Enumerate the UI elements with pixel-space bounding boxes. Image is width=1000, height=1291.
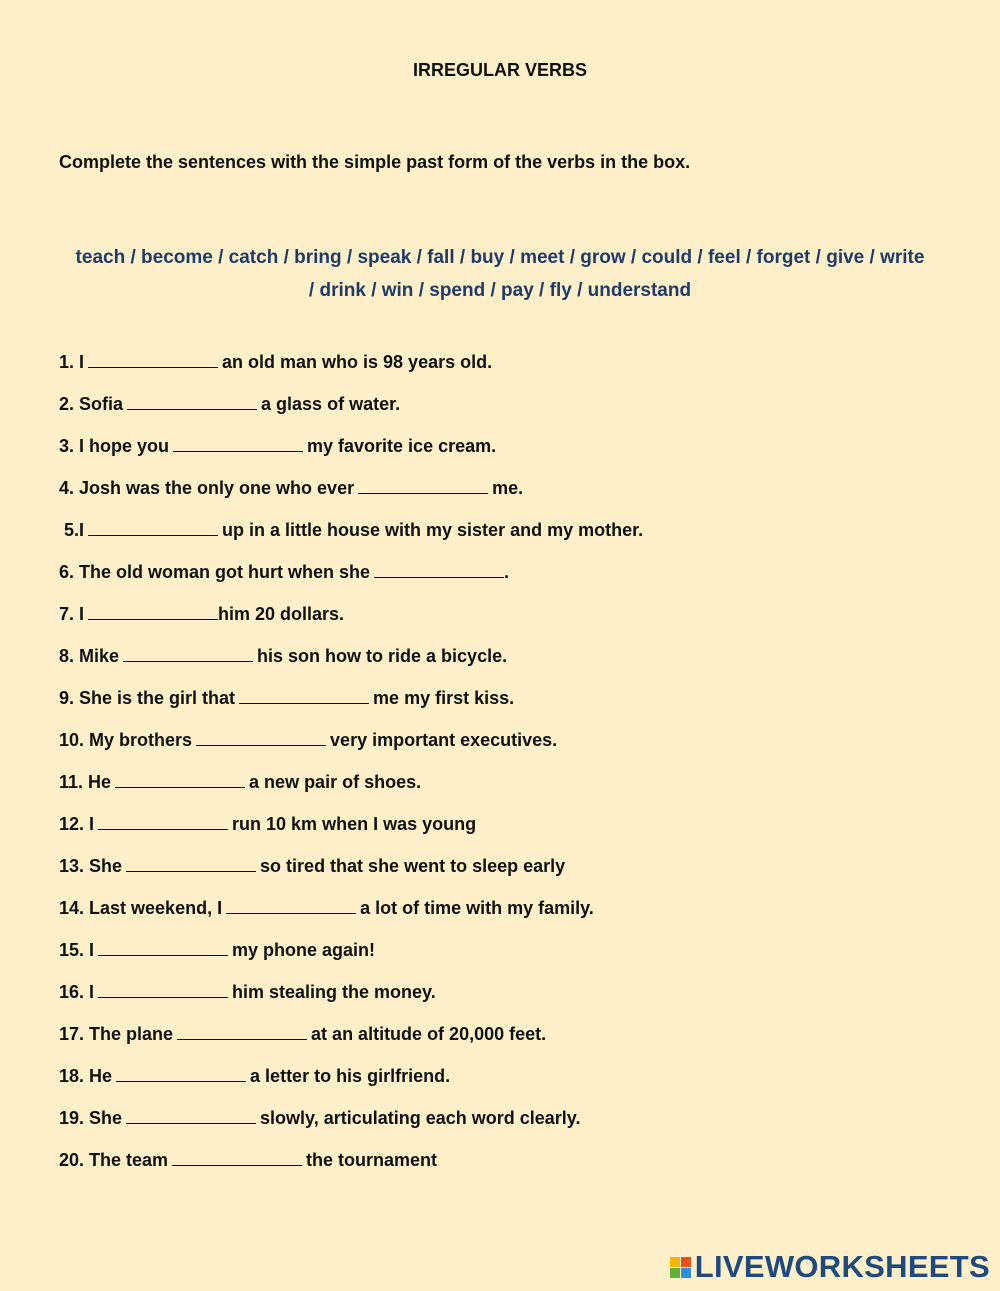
sentence-suffix: a glass of water. [261,394,401,414]
answer-blank-13[interactable] [126,854,256,872]
answer-blank-2[interactable] [127,392,257,410]
sentence-suffix: the tournament [306,1150,438,1170]
sentence-prefix: 9. She is the girl that [59,688,236,708]
sentence-7 [59,602,643,644]
logo-mark-icon [670,1257,691,1278]
sentence-suffix: so tired that she went to sleep early [260,856,566,876]
sentence-suffix: my phone again! [232,940,376,960]
answer-blank-5[interactable] [88,518,218,536]
answer-blank-17[interactable] [177,1022,307,1040]
sentence-list [59,350,643,1190]
sentence-prefix: 13. She [59,856,123,876]
sentence-prefix: 17. The plane [59,1024,174,1044]
sentence-suffix: at an altitude of 20,000 feet. [311,1024,547,1044]
sentence-suffix: his son how to ride a bicycle. [257,646,508,666]
answer-blank-18[interactable] [116,1064,246,1082]
sentence-suffix: my favorite ice cream. [307,436,497,456]
answer-blank-8[interactable] [123,644,253,662]
sentence-4 [59,476,643,518]
sentence-15 [59,938,643,980]
word-box-line-1: teach / become / catch / bring / speak / fall / buy / meet / grow / could / feel / forget / give / write [75,247,925,268]
logo-tile-icon [681,1257,691,1267]
sentence-prefix: 1. I [59,352,85,372]
sentence-3 [59,434,643,476]
liveworksheets-logo[interactable] [670,1249,990,1285]
sentence-18 [59,1064,643,1106]
answer-blank-16[interactable] [98,980,228,998]
sentence-prefix: 8. Mike [59,646,120,666]
sentence-suffix: me. [492,478,524,498]
answer-blank-4[interactable] [358,476,488,494]
instructions: Complete the sentences with the simple past form of the verbs in the box. [59,152,691,172]
sentence-13 [59,854,643,896]
answer-blank-9[interactable] [239,686,369,704]
word-box-line-2: / drink / win / spend / pay / fly / understand [308,280,692,301]
answer-blank-19[interactable] [126,1106,256,1124]
sentence-20 [59,1148,643,1190]
logo-tile-icon [670,1268,680,1278]
answer-blank-1[interactable] [88,350,218,368]
sentence-1 [59,350,643,392]
sentence-prefix: 4. Josh was the only one who ever [59,478,355,498]
logo-tile-icon [681,1268,691,1278]
sentence-prefix: 11. He [59,772,112,792]
sentence-suffix: very important executives. [330,730,558,750]
sentence-prefix: 5.I [59,520,85,540]
sentence-prefix: 2. Sofia [59,394,124,414]
answer-blank-20[interactable] [172,1148,302,1166]
sentence-8 [59,644,643,686]
sentence-suffix: a new pair of shoes. [249,772,422,792]
sentence-9 [59,686,643,728]
answer-blank-12[interactable] [98,812,228,830]
answer-blank-11[interactable] [115,770,245,788]
sentence-suffix: an old man who is 98 years old. [222,352,493,372]
sentence-2 [59,392,643,434]
sentence-suffix: run 10 km when I was young [232,814,477,834]
answer-blank-10[interactable] [196,728,326,746]
sentence-16 [59,980,643,1022]
sentence-prefix: 16. I [59,982,95,1002]
sentence-suffix: . [504,562,510,582]
sentence-12 [59,812,643,854]
sentence-suffix: a lot of time with my family. [360,898,594,918]
sentence-prefix: 20. The team [59,1150,169,1170]
sentence-prefix: 10. My brothers [59,730,193,750]
sentence-prefix: 18. He [59,1066,113,1086]
sentence-prefix: 6. The old woman got hurt when she [59,562,371,582]
answer-blank-6[interactable] [374,560,504,578]
sentence-suffix: me my first kiss. [373,688,515,708]
sentence-11 [59,770,643,812]
logo-tile-icon [670,1257,680,1267]
sentence-prefix: 19. She [59,1108,123,1128]
sentence-suffix: him stealing the money. [232,982,436,1002]
sentence-17 [59,1022,643,1064]
sentence-prefix: 3. I hope you [59,436,170,456]
sentence-5 [59,518,643,560]
sentence-19 [59,1106,643,1148]
logo-text: LIVEWORKSHEETS [694,1249,990,1284]
page-title: IRREGULAR VERBS [412,60,587,80]
sentence-suffix: slowly, articulating each word clearly. [260,1108,581,1128]
sentence-prefix: 15. I [59,940,95,960]
sentence-suffix: him 20 dollars. [218,604,345,624]
sentence-prefix: 7. I [59,604,85,624]
sentence-suffix: up in a little house with my sister and my mother. [222,520,644,540]
sentence-suffix: a letter to his girlfriend. [250,1066,451,1086]
answer-blank-7[interactable] [88,602,218,620]
sentence-prefix: 14. Last weekend, I [59,898,223,918]
sentence-14 [59,896,643,938]
answer-blank-15[interactable] [98,938,228,956]
answer-blank-14[interactable] [226,896,356,914]
answer-blank-3[interactable] [173,434,303,452]
sentence-10 [59,728,643,770]
sentence-6 [59,560,643,602]
sentence-prefix: 12. I [59,814,95,834]
word-box [50,241,950,307]
